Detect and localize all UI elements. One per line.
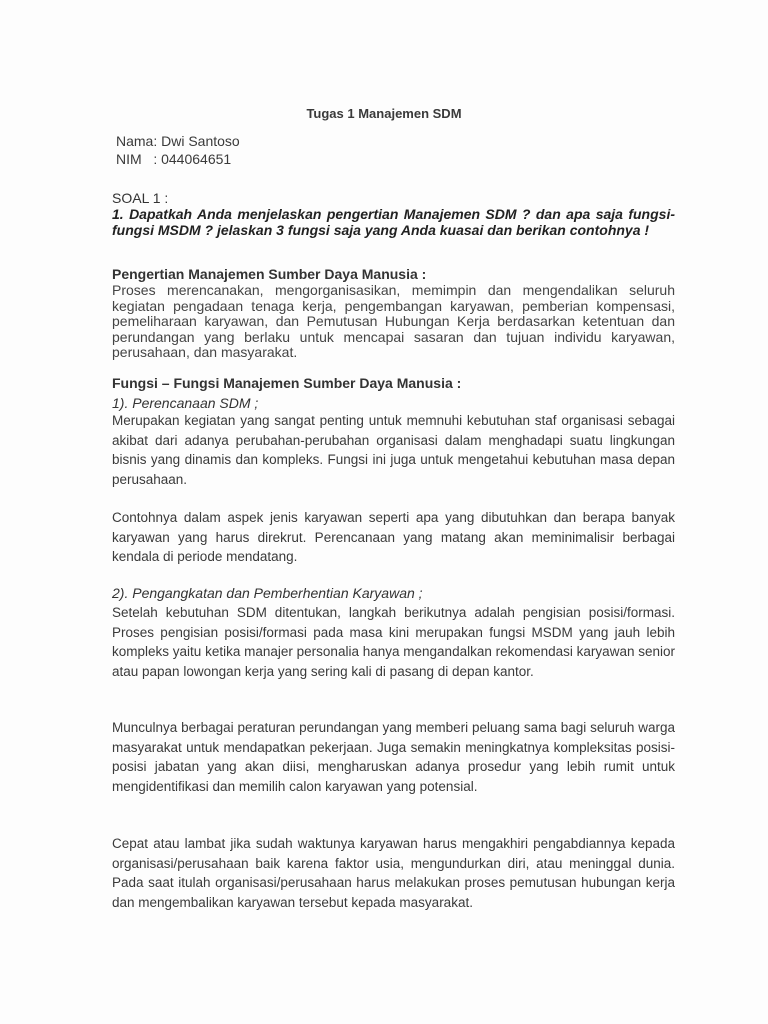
function-2-title: 2). Pengangkatan dan Pemberhentian Karyawan ; xyxy=(112,585,423,601)
student-name: Nama: Dwi Santoso xyxy=(116,133,240,149)
function-2-paragraph-1: Setelah kebutuhan SDM ditentukan, langkah berikutnya adalah pengisian posisi/formasi. Proses pengisian posisi/formasi pada masa kini merupakan fungsi MSDM yang jauh lebih kompleks yaitu ketika manajer personalia hanya mengandalkan rekomendasi karyawan senior atau papan lowongan kerja yang sering kali di pasang di depan kantor. xyxy=(112,605,675,679)
function-2-paragraph-3: Cepat atau lambat jika sudah waktunya karyawan harus mengakhiri pengabdiannya kepada organisasi/perusahaan baik karena faktor usia, mengundurkan diri, atau meninggal dunia. Pada saat itulah organisasi/perusahaan harus melakukan proses pemutusan hubungan kerja dan mengembalikan karyawan tersebut kepada masyarakat. xyxy=(112,836,675,910)
function-1-paragraph-2: Contohnya dalam aspek jenis karyawan seperti apa yang dibutuhkan dan berapa banyak karyawan yang harus direkrut. Perencanaan yang matang akan meminimalisir berbagai kendala di periode mendatang. xyxy=(112,510,675,564)
document-title: Tugas 1 Manajemen SDM xyxy=(306,106,462,121)
definition-text: Proses merencanakan, mengorganisasikan, memimpin dan mengendalikan seluruh kegiatan pengadaan tenaga kerja, pengembangan karyawan, pemberian kompensasi, pemeliharaan karyawan, dan Pemutusan Hubungan Kerja berdasarkan ketentuan dan perundangan yang berlaku untuk mencapai sasaran dan tujuan individu karyawan, perusahaan, dan masyarakat. xyxy=(112,282,675,360)
functions-heading: Fungsi – Fungsi Manajemen Sumber Daya Manusia : xyxy=(112,375,462,391)
function-1-title: 1). Perencanaan SDM ; xyxy=(112,395,259,411)
function-2-paragraph-2: Munculnya berbagai peraturan perundangan yang memberi peluang sama bagi seluruh warga masyarakat untuk mendapatkan pekerjaan. Juga semakin meningkatnya kompleksitas posisi-posisi jabatan yang akan diisi, mengharuskan adanya prosedur yang lebih rumit untuk mengidentifikasi dan memilih calon karyawan yang potensial. xyxy=(112,720,675,794)
definition-heading: Pengertian Manajemen Sumber Daya Manusia : xyxy=(112,266,427,282)
question-text: 1. Dapatkah Anda menjelaskan pengertian Manajemen SDM ? dan apa saja fungsi-fungsi MSDM ? jelaskan 3 fungsi saja yang Anda kuasai dan berikan contohnya ! xyxy=(112,206,675,238)
function-1-paragraph-1: Merupakan kegiatan yang sangat penting untuk memnuhi kebutuhan staf organisasi sebagai akibat dari adanya perubahan-perubahan organisasi dalam menghadapi suatu lingkungan bisnis yang dinamis dan kompleks. Fungsi ini juga untuk mengetahui kebutuhan masa depan perusahaan. xyxy=(112,413,675,487)
question-label: SOAL 1 : xyxy=(112,190,169,206)
student-nim: NIM : 044064651 xyxy=(116,151,232,167)
